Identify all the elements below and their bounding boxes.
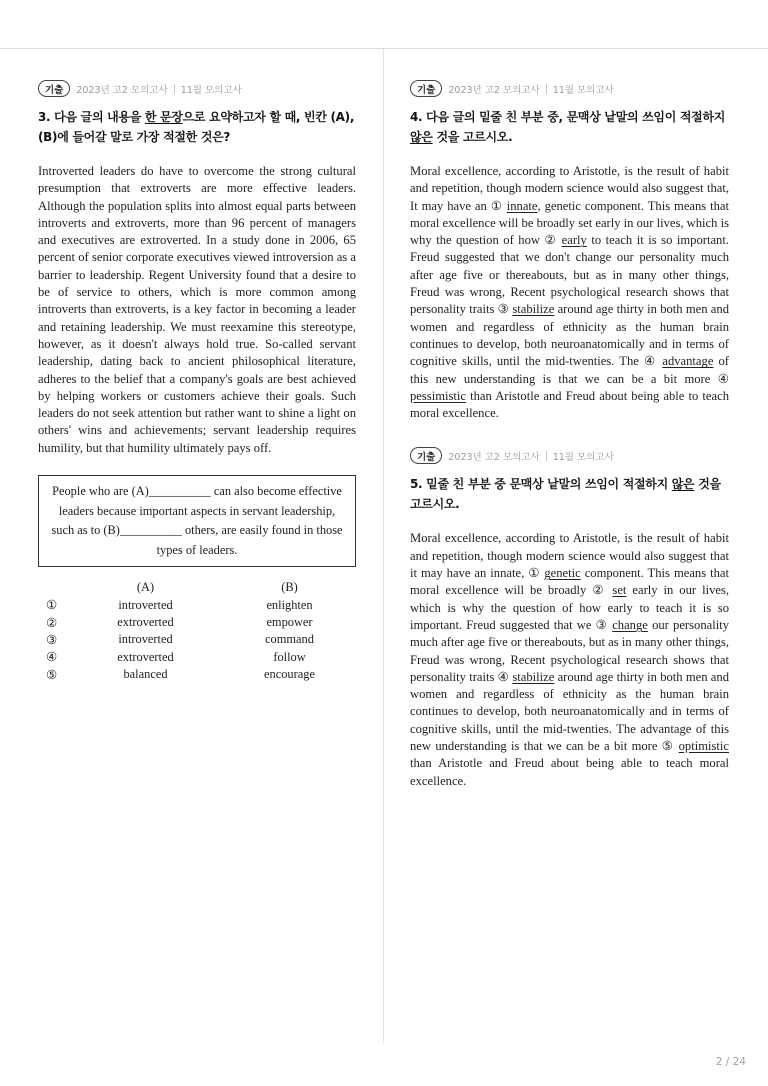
question-text: 5. 밑줄 친 부분 중 문맥상 낱말의 쓰임이 적절하지 [410, 477, 672, 492]
choice-b: encourage [264, 667, 315, 682]
choice-row[interactable] [38, 596, 356, 613]
source-badge: 기출 [410, 80, 442, 97]
choice-number: ④ [46, 650, 58, 665]
passage: Moral excellence, according to Aristotle, is the result of habit and repetition, though modern science would also suggest that it may have an innate, ① genetic component. This means that moral excellence will be broadly ② set early in our lives, which is why the question of how early to teach it is so important. Freud suggested that we ③ change our personality much after age five or thereabouts, but as in many other things, Freud was wrong, Recent psychological research shows that personality traits ④ stabilize around age thirty in both men and women and regardless of ethnicity as the human brain continues to develop, both neuroanatomically and in terms of cognitive skills, until the mid-twenties. The advantage of this new understanding is that we can be a bit more ⑤ optimistic than Aristotle and Freud about being able to teach moral excellence. [410, 531, 730, 788]
underlined-word: genetic [544, 566, 581, 581]
meta-separator [546, 84, 547, 94]
meta-separator [546, 451, 547, 461]
answer-choices-table [38, 579, 356, 683]
question-title [410, 107, 729, 147]
choice-a: balanced [123, 667, 168, 682]
underlined-word: optimistic [678, 739, 729, 754]
underlined-word: stabilize [512, 669, 555, 684]
month-label: 11월 모의고사 [552, 84, 614, 96]
question-text: 으로 요약하고자 할 때, 빈칸 (A), (B)에 들어갈 말로 가장 적절한 것은? [38, 110, 355, 144]
choice-number: ⑤ [46, 667, 58, 682]
underlined-word: innate [506, 198, 538, 213]
choice-number: ③ [46, 632, 58, 647]
month-label: 11월 모의고사 [552, 451, 614, 463]
choice-a: introverted [118, 597, 173, 612]
exam-label: 2023년 고2 모의고사 [448, 451, 540, 463]
choice-b: enlighten [266, 597, 313, 612]
question-meta [410, 447, 729, 464]
choice-row[interactable] [38, 649, 356, 666]
question-text: 것을 고르시오. [432, 130, 513, 144]
passage: Moral excellence, according to Aristotle, is the result of habit and repetition, though modern science would also suggest that, It may have an ① innate, genetic component. This means that moral excellence will be broadly set early in our lives, which is why the question of how ② early to teach it is so important. Freud suggested that we don't change our personality much after age five or thereabouts, but as in many other things, Freud was wrong, Recent psychological research shows that personality traits ③ stabilize around age thirty in both men and women and regardless of ethnicity as the human brain continues to develop, both neuroanatomically and in terms of cognitive skills, until the mid-twenties. The ④ advantage of this new understanding is that we can be a bit more ④ pessimistic than Aristotle and Freud about being able to teach moral excellence. [410, 164, 730, 421]
choice-b: command [265, 632, 314, 647]
choice-b: follow [273, 649, 306, 664]
question-5 [410, 447, 729, 789]
question-emphasis: 한 문장 [144, 110, 183, 124]
summary-box: People who are (A)__________ can also become effective leaders because important aspects in servant leadership, such as to (B)__________ others, are easily found in those types of leaders. [38, 475, 356, 567]
choice-row[interactable] [38, 666, 356, 683]
source-badge: 기출 [410, 447, 442, 464]
choices-header-row [38, 579, 356, 596]
choice-row[interactable] [38, 631, 356, 648]
question-title [38, 107, 356, 147]
choice-number: ① [46, 598, 58, 613]
exam-label: 2023년 고2 모의고사 [448, 84, 540, 96]
underlined-word: set [612, 583, 627, 598]
month-label: 11월 모의고사 [180, 84, 242, 96]
source-badge: 기출 [38, 80, 70, 97]
header-divider [0, 48, 768, 49]
underlined-word: pessimistic [410, 388, 466, 403]
underlined-word: stabilize [512, 302, 555, 317]
question-4 [410, 80, 729, 422]
underlined-word: advantage [662, 354, 714, 369]
underlined-word: early [561, 233, 587, 248]
question-text: 것을 고르시오. [410, 477, 721, 512]
question-emphasis: 않은 [410, 130, 433, 144]
meta-separator [174, 84, 175, 94]
underlined-word: change [612, 617, 648, 632]
question-3 [38, 80, 356, 683]
column-a-header: (A) [136, 580, 155, 595]
question-text: 3. 다음 글의 내용을 [38, 110, 145, 124]
exam-label: 2023년 고2 모의고사 [76, 84, 168, 96]
question-emphasis: 않은 [671, 477, 695, 492]
question-title [410, 474, 729, 514]
page-number: 2 / 24 [715, 1056, 746, 1068]
choice-a: introverted [118, 632, 173, 647]
column-divider [383, 49, 384, 1043]
choice-a: extroverted [117, 615, 174, 630]
question-meta [410, 80, 729, 97]
choice-row[interactable] [38, 614, 356, 631]
passage: Introverted leaders do have to overcome the strong cultural presumption that extroverts are more effective leaders. Although the population splits into almost equal parts between introverts and extroverts, more than 96 percent of managers and executives are extroverted. In a study done in 2006, 65 percent of senior corporate executives viewed introversion as a barrier to leadership. Regent University found that a desire to be of service to others, which is more common among introverts than extroverts, is a key factor in becoming a leader and retaining leadership. We must reexamine this stereotype, however, as it doesn't always hold true. So-called servant leadership, dating back to ancient philosophical literature, adheres to the belief that a company's goals are best achieved by helping workers or customers achieve their goals. Such leaders do not seek attention but rather want to shine a light on others' wins and achievements; servant leadership requires humility, but that humility ultimately pays off. [38, 164, 356, 455]
right-column [410, 80, 729, 790]
choice-a: extroverted [117, 649, 174, 664]
choice-b: empower [266, 615, 313, 630]
column-b-header: (B) [281, 580, 298, 595]
question-meta [38, 80, 356, 97]
choice-number: ② [46, 615, 58, 630]
question-text: 4. 다음 글의 밑줄 친 부분 중, 문맥상 낱말의 쓰임이 적절하지 [410, 110, 726, 124]
